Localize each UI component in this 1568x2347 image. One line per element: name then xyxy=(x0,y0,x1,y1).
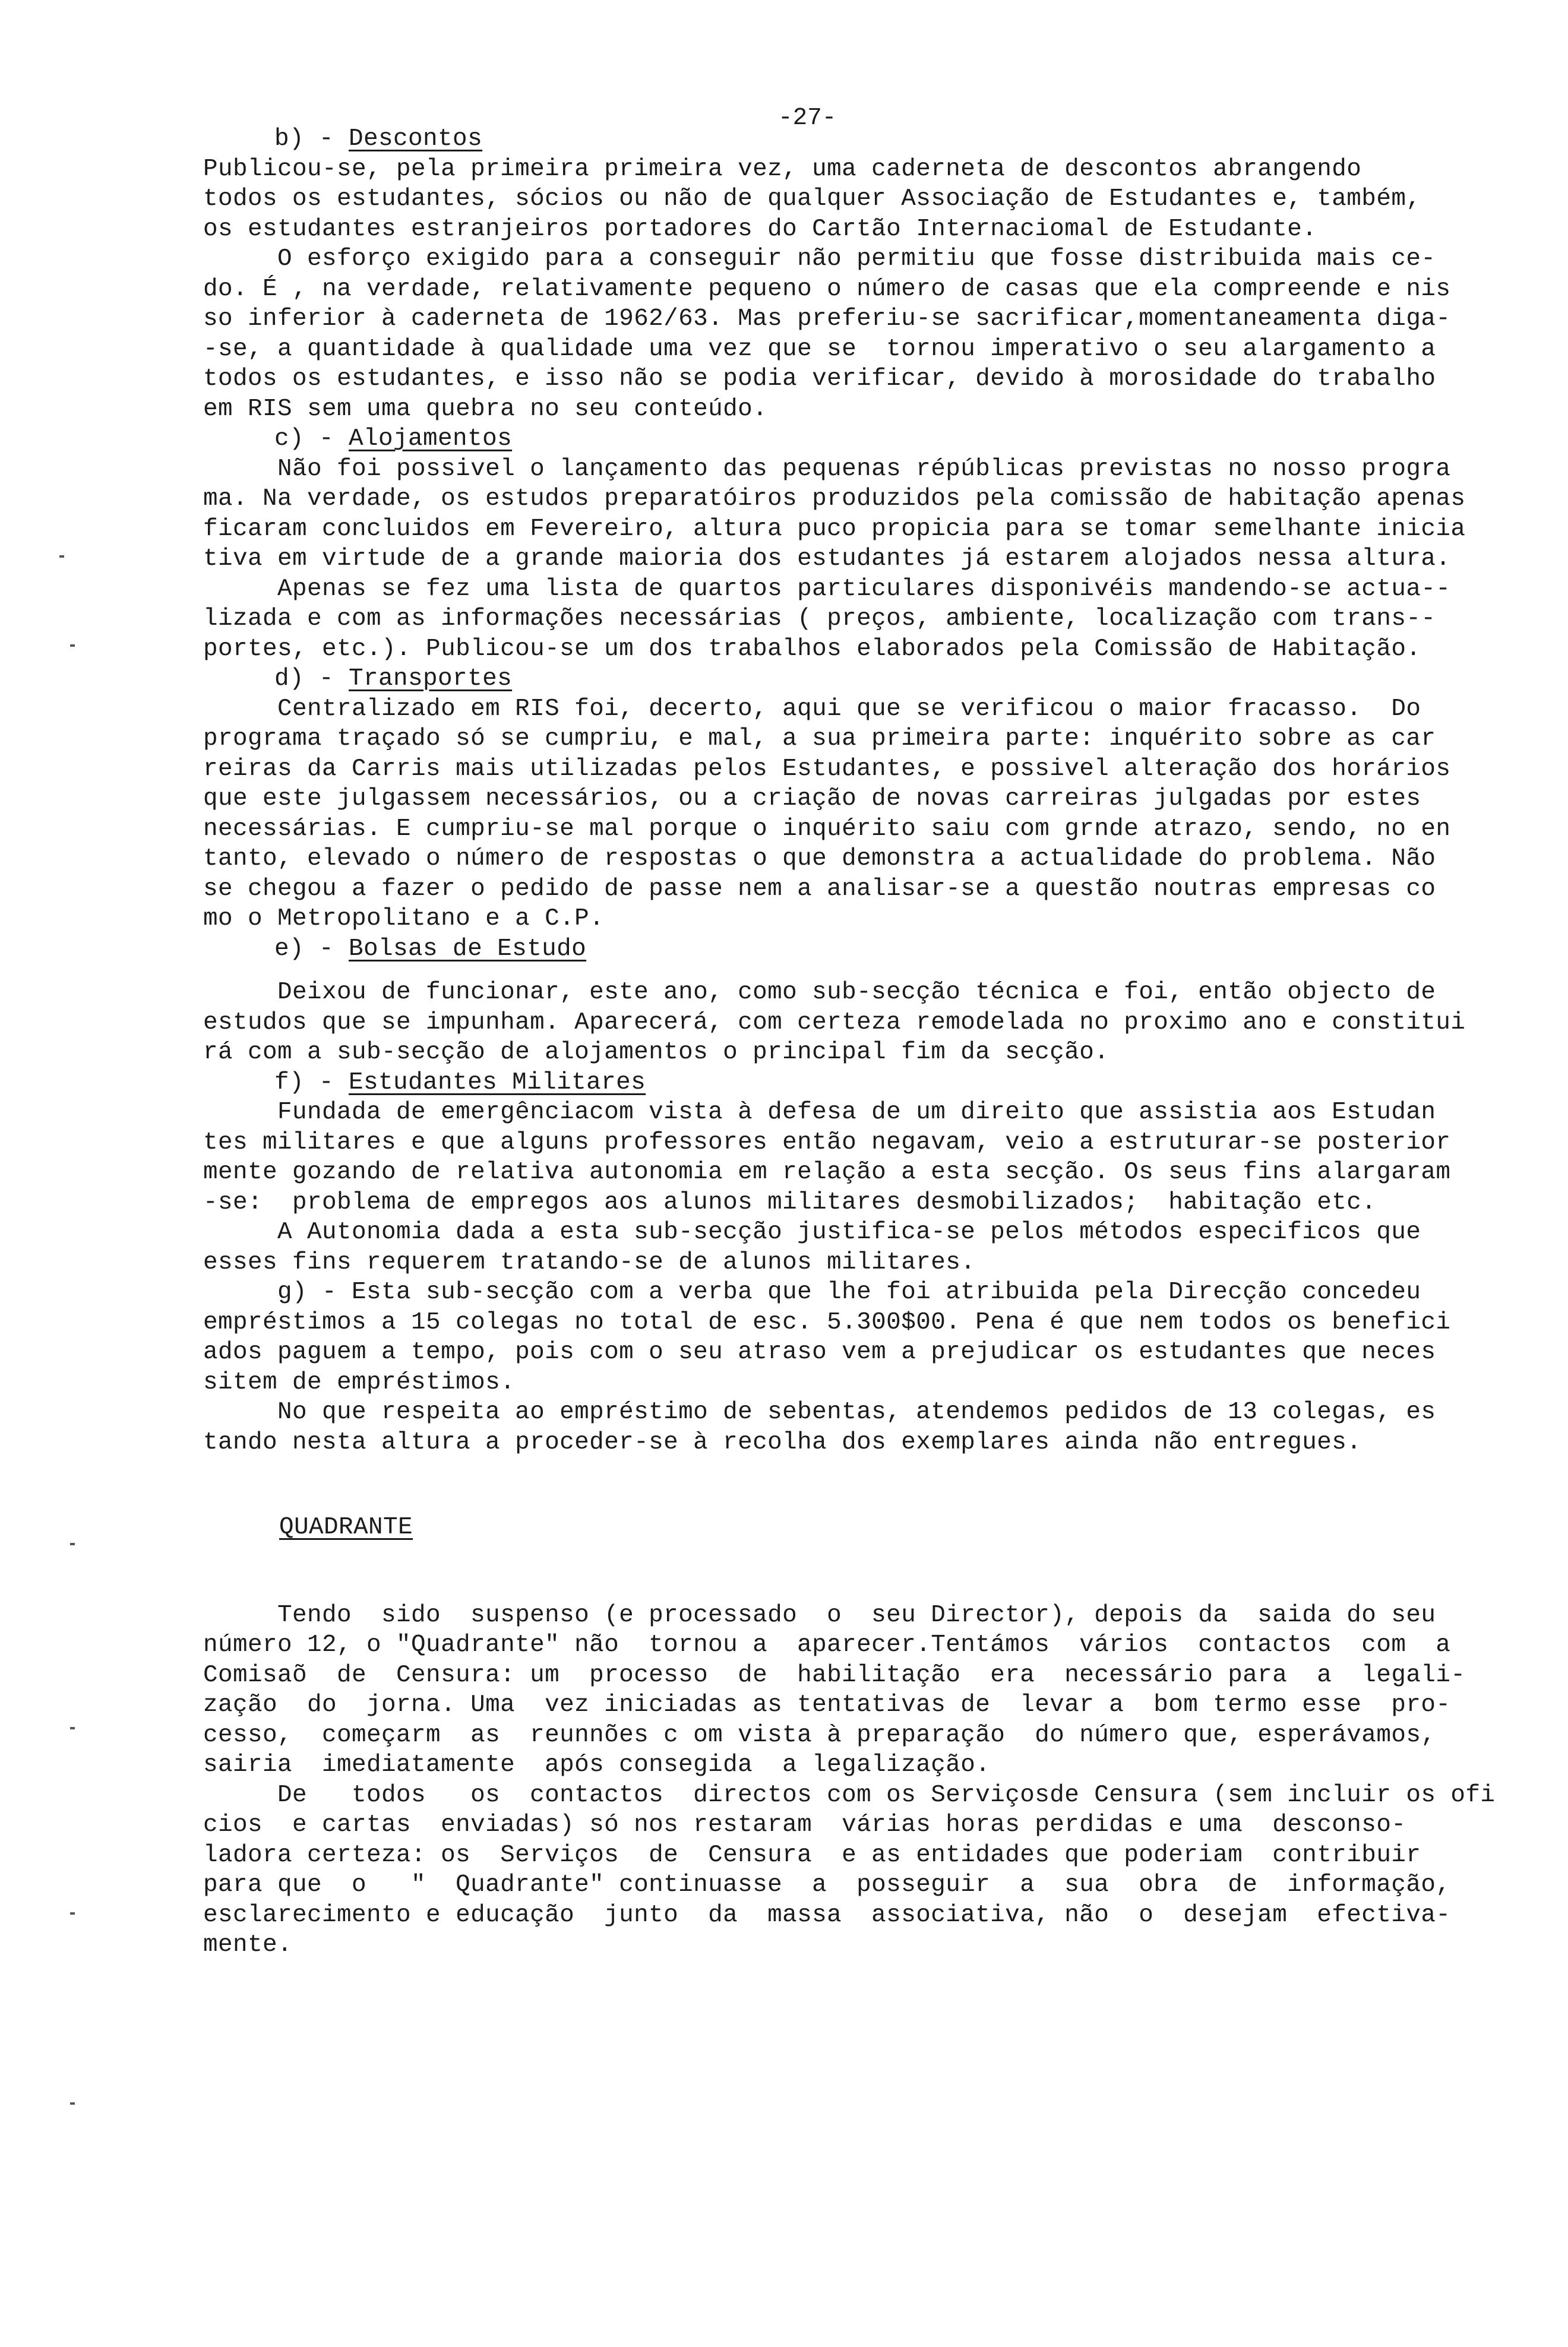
text-line: A Autonomia dada a esta sub-secção justifica-se pelos métodos especificos que xyxy=(203,1219,1421,1246)
text-line: se chegou a fazer o pedido de passe nem a analisar-se a questão noutras empresas co xyxy=(203,875,1436,903)
text-line: ados paguem a tempo, pois com o seu atraso vem a prejudicar os estudantes que neces xyxy=(203,1339,1436,1366)
scan-speck xyxy=(70,644,75,647)
text-line: tando nesta altura a proceder-se à recolha dos exemplares ainda não entregues. xyxy=(203,1429,1362,1456)
text-line: so inferior à caderneta de 1962/63. Mas preferiu-se sacrificar,momentaneamenta diga- xyxy=(203,305,1451,333)
heading-prefix: d) - xyxy=(274,665,349,692)
text-line: Centralizado em RIS foi, decerto, aqui que se verificou o maior fracasso. Do xyxy=(203,695,1421,723)
text-line: Apenas se fez uma lista de quartos particulares disponivéis mandendo-se actua-- xyxy=(203,575,1451,603)
text-line: todos os estudantes, e isso não se podia verificar, devido à morosidade do trabalho xyxy=(203,365,1436,393)
section-heading-descontos xyxy=(274,127,482,151)
text-line: que este julgassem necessários, ou a criação de novas carreiras julgadas por estes xyxy=(203,785,1421,812)
heading-title: Estudantes Militares xyxy=(349,1069,646,1096)
text-line: número 12, o "Quadrante" não tornou a aparecer.Tentámos vários contactos com a xyxy=(203,1631,1451,1659)
scan-speck xyxy=(70,1727,75,1729)
heading-prefix: c) - xyxy=(274,425,349,453)
text-line: cios e cartas enviadas) só nos restaram várias horas perdidas e uma desconso- xyxy=(203,1811,1406,1839)
heading-prefix: f) - xyxy=(274,1069,349,1096)
text-line: esclarecimento e educação junto da massa associativa, não o desejam efectiva- xyxy=(203,1902,1451,1929)
text-line: Deixou de funcionar, este ano, como sub-secção técnica e foi, então objecto de xyxy=(203,979,1436,1006)
page-number: -27- xyxy=(778,105,837,132)
text-line: esses fins requerem tratando-se de alunos militares. xyxy=(203,1249,976,1276)
text-line: O esforço exigido para a conseguir não permitiu que fosse distribuida mais ce- xyxy=(203,245,1436,273)
text-line: os estudantes estranjeiros portadores do Cartão Internaciomal de Estudante. xyxy=(203,216,1317,243)
text-line: No que respeita ao empréstimo de sebentas, atendemos pedidos de 13 colegas, es xyxy=(203,1399,1436,1426)
text-line: em RIS sem uma quebra no seu conteúdo. xyxy=(203,396,768,423)
text-line: mente. xyxy=(203,1931,293,1959)
text-line: portes, etc.). Publicou-se um dos trabalhos elaborados pela Comissão de Habitação. xyxy=(203,635,1421,663)
text-line: Publicou-se, pela primeira primeira vez, uma caderneta de descontos abrangendo xyxy=(203,156,1362,183)
text-line: tanto, elevado o número de respostas o que demonstra a actualidade do problema. Não xyxy=(203,845,1436,872)
text-line: necessárias. E cumpriu-se mal porque o inquérito saiu com grnde atrazo, sendo, no en xyxy=(203,815,1451,843)
text-line: reiras da Carris mais utilizadas pelos Estudantes, e possivel alteração dos horários xyxy=(203,755,1451,783)
heading-prefix: b) - xyxy=(274,125,349,153)
scan-speck xyxy=(70,1912,75,1915)
text-line: ficaram concluidos em Fevereiro, altura puco propicia para se tomar semelhante inicia xyxy=(203,515,1466,543)
heading-title: Transportes xyxy=(349,665,513,692)
text-line: rá com a sub-secção de alojamentos o principal fim da secção. xyxy=(203,1039,1109,1066)
text-line: cesso, começarm as reunnões c om vista à preparação do número que, esperávamos, xyxy=(203,1722,1436,1749)
text-line: programa traçado só se cumpriu, e mal, a sua primeira parte: inquérito sobre as car xyxy=(203,725,1436,752)
heading-title: Alojamentos xyxy=(349,425,513,453)
text-line: g) - Esta sub-secção com a verba que lhe foi atribuida pela Direcção concedeu xyxy=(203,1279,1421,1306)
text-line: Fundada de emergênciacom vista à defesa de um direito que assistia aos Estudan xyxy=(203,1099,1436,1126)
section-heading-transportes xyxy=(274,667,512,691)
section-heading-militares xyxy=(274,1071,646,1095)
text-line: empréstimos a 15 colegas no total de esc. 5.300$00. Pena é que nem todos os benefici xyxy=(203,1309,1451,1336)
heading-title: Bolsas de Estudo xyxy=(349,935,587,963)
text-line: estudos que se impunham. Aparecerá, com certeza remodelada no proximo ano e constitui xyxy=(203,1009,1466,1036)
text-line: mente gozando de relativa autonomia em relação a esta secção. Os seus fins alargaram xyxy=(203,1159,1451,1186)
text-line: tes militares e que alguns professores então negavam, veio a estruturar-se posterior xyxy=(203,1129,1451,1156)
scan-speck xyxy=(70,2102,75,2105)
text-line: De todos os contactos directos com os Serviçosde Censura (sem incluir os ofi xyxy=(203,1782,1496,1809)
section-heading-bolsas xyxy=(274,937,586,961)
text-line: para que o " Quadrante" continuasse a posseguir a sua obra de informação, xyxy=(203,1871,1451,1899)
text-line: Tendo sido suspenso (e processado o seu Director), depois da saida do seu xyxy=(203,1602,1436,1629)
text-line: ladora certeza: os Serviços de Censura e as entidades que poderiam contribuir xyxy=(203,1842,1421,1869)
text-line: sairia imediatamente após consegida a legalização. xyxy=(203,1751,991,1779)
heading-prefix: e) - xyxy=(274,935,349,963)
text-line: zação do jorna. Uma vez iniciadas as tentativas de levar a bom termo esse pro- xyxy=(203,1691,1451,1719)
text-line: Não foi possivel o lançamento das pequenas répúblicas previstas no nosso progra xyxy=(203,456,1451,483)
text-line: do. É , na verdade, relativamente pequeno o número de casas que ela compreende e nis xyxy=(203,276,1451,303)
text-line: -se, a quantidade à qualidade uma vez que se tornou imperativo o seu alargamento a xyxy=(203,336,1436,363)
text-line: todos os estudantes, sócios ou não de qualquer Associação de Estudantes e, também, xyxy=(203,185,1421,213)
section-heading-quadrante: QUADRANTE xyxy=(279,1514,413,1541)
text-line: lizada e com as informações necessárias ( preços, ambiente, localização com trans-- xyxy=(203,605,1436,632)
text-line: mo o Metropolitano e a C.P. xyxy=(203,905,605,932)
section-heading-alojamentos xyxy=(274,427,512,451)
heading-title: Descontos xyxy=(349,125,483,153)
text-line: tiva em virtude de a grande maioria dos estudantes já estarem alojados nessa altura. xyxy=(203,545,1451,572)
text-line: sitem de empréstimos. xyxy=(203,1369,516,1396)
scan-speck xyxy=(59,555,64,558)
scan-speck xyxy=(70,1543,75,1545)
text-line: ma. Na verdade, os estudos preparatóiros produzidos pela comissão de habitação apenas xyxy=(203,485,1466,513)
text-line: Comisaõ de Censura: um processo de habilitação era necessário para a legali- xyxy=(203,1662,1466,1689)
text-line: -se: problema de empregos aos alunos militares desmobilizados; habitação etc. xyxy=(203,1189,1377,1216)
